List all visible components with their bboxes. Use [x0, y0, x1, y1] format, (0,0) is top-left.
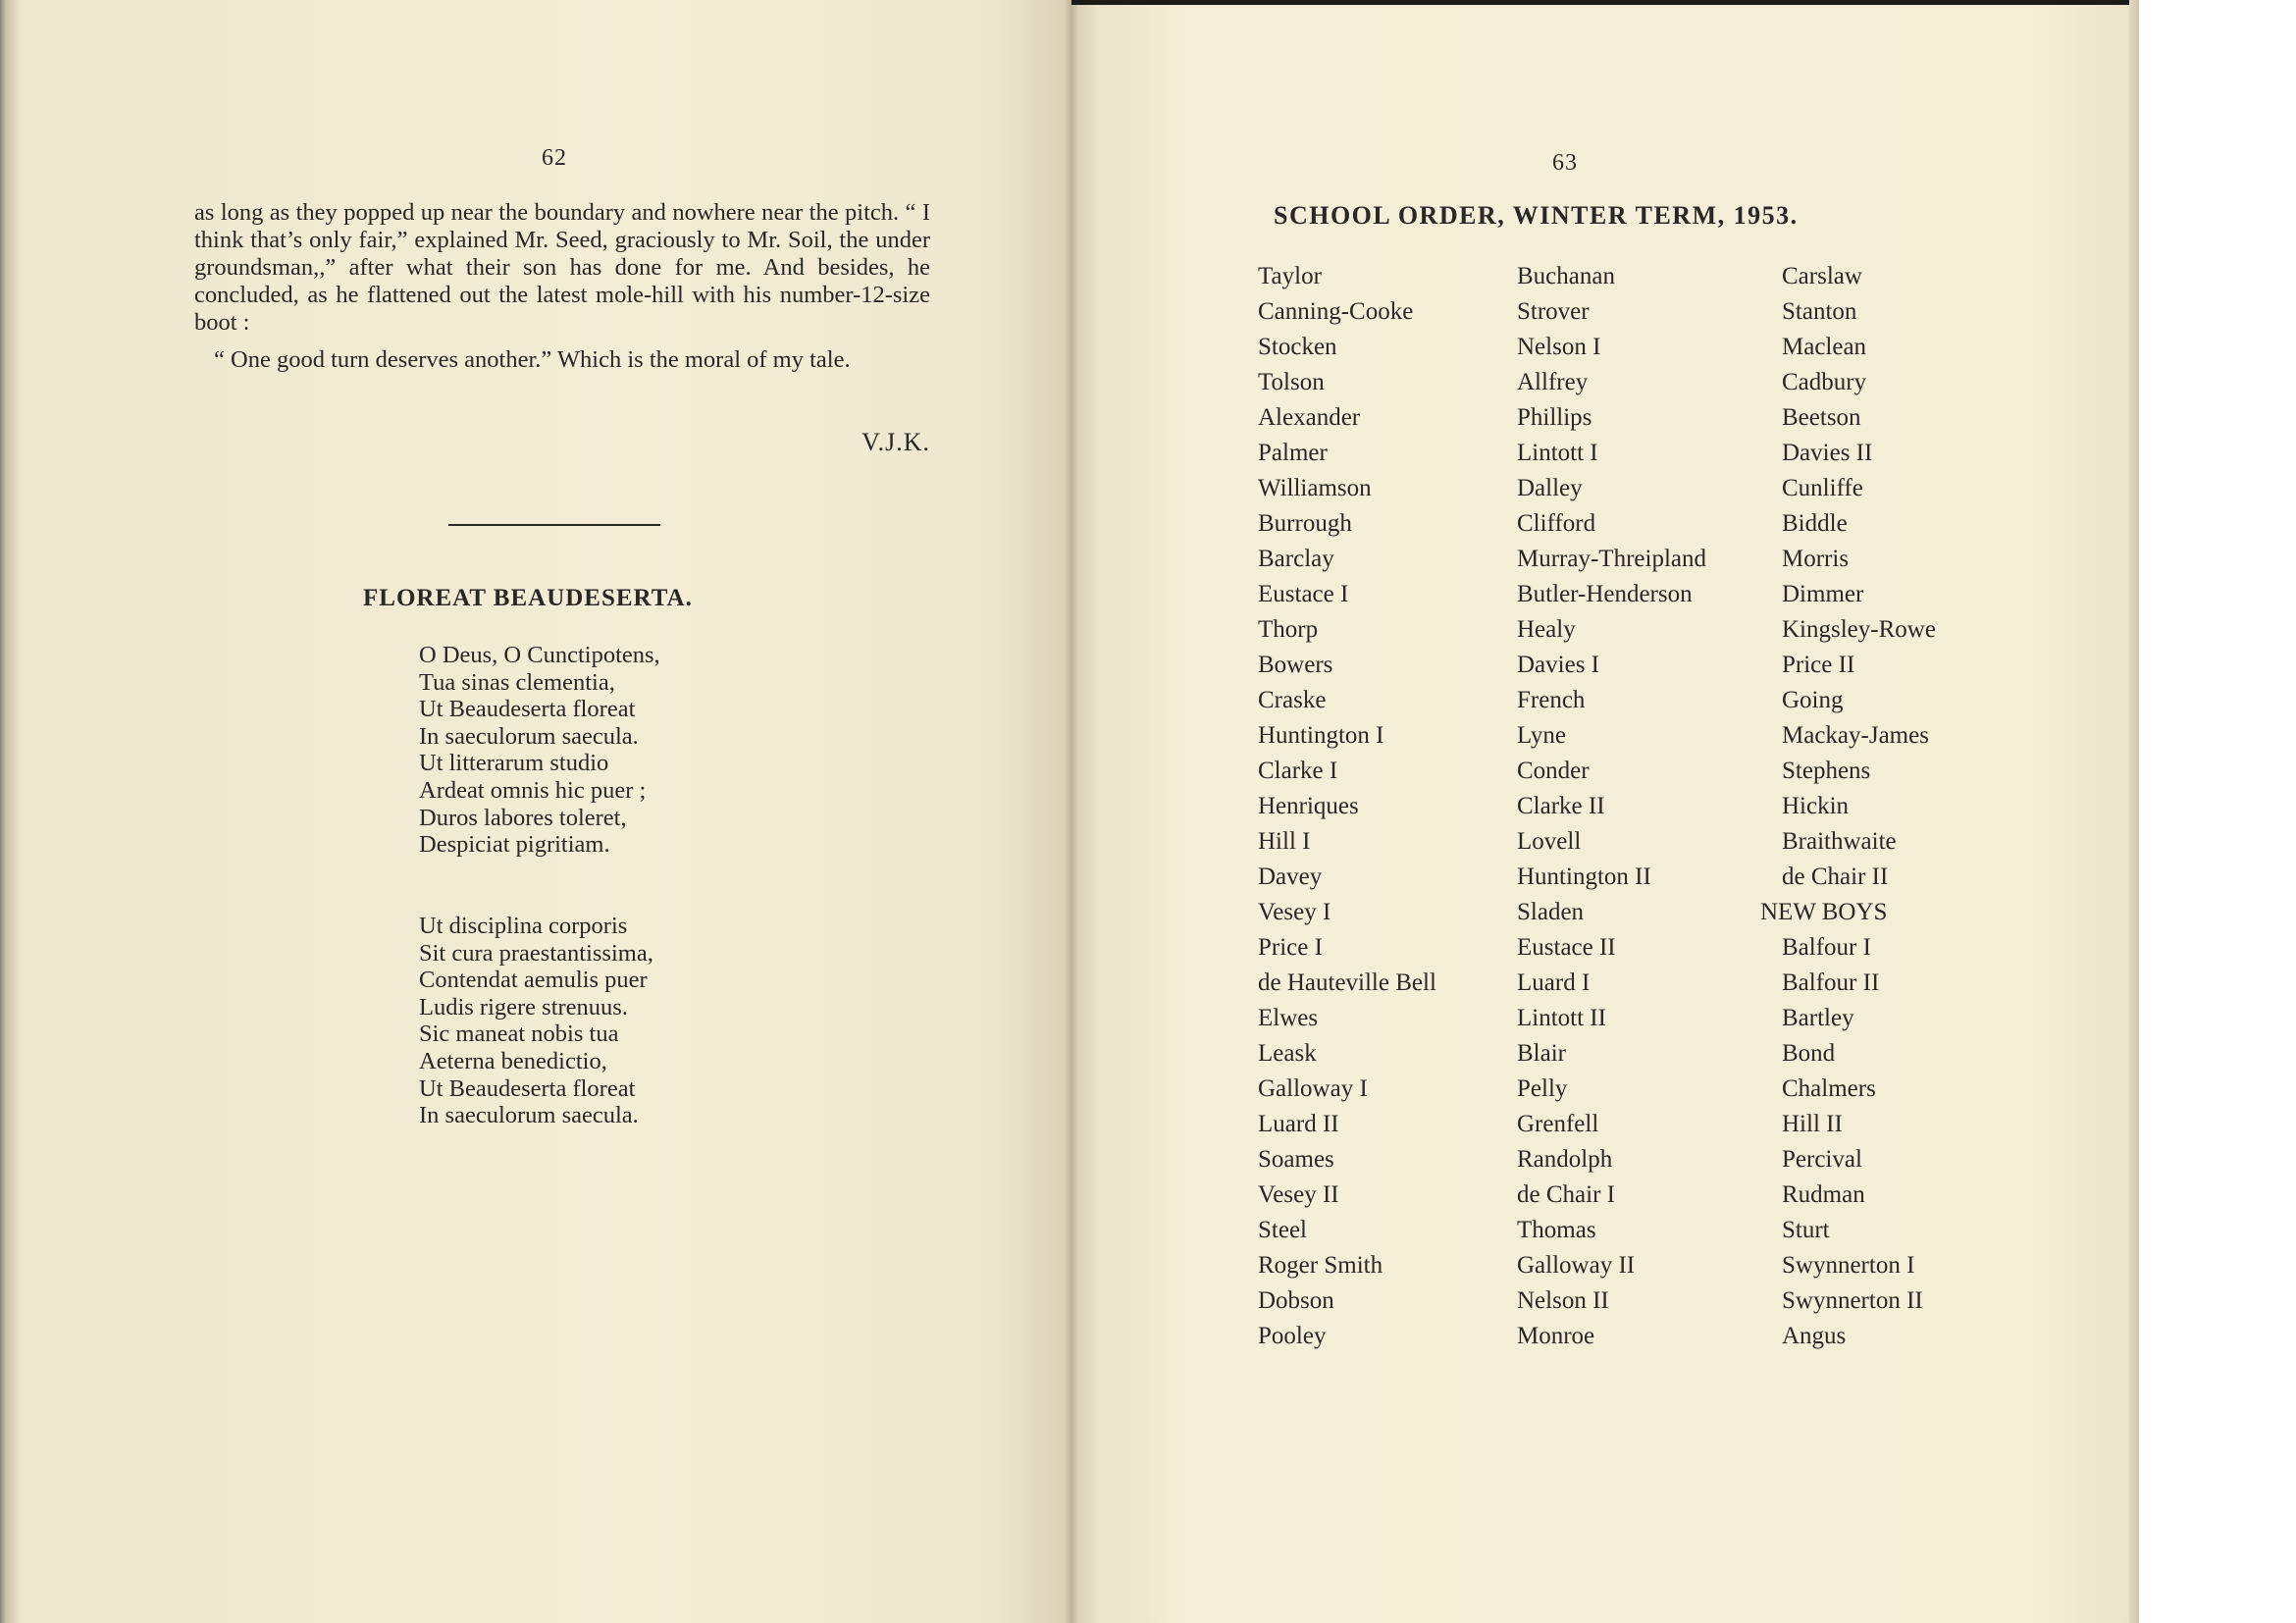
pupil-name: Clarke I — [1258, 758, 1338, 784]
pupil-name: Stephens — [1782, 758, 1871, 784]
pupil-name: Healy — [1517, 616, 1576, 643]
pupil-name: Buchanan — [1517, 263, 1615, 289]
name-column-2 — [1517, 259, 1772, 1354]
pupil-name: Davies I — [1517, 652, 1599, 678]
page-top-edge — [1071, 0, 2139, 5]
pupil-name: Dimmer — [1782, 581, 1864, 607]
pupil-name: Leask — [1258, 1040, 1317, 1067]
pupil-name: Lovell — [1517, 828, 1582, 855]
school-order-title: SCHOOL ORDER, WINTER TERM, 1953. — [1274, 201, 1799, 230]
pupil-name: Hickin — [1782, 793, 1850, 819]
pupil-name: Cunliffe — [1782, 475, 1863, 501]
poem-line: Ardeat omnis hic puer ; — [419, 776, 647, 804]
pupil-name: Roger Smith — [1258, 1252, 1383, 1279]
pupil-name: Lintott I — [1517, 440, 1598, 466]
pupil-name: Cadbury — [1782, 369, 1867, 395]
author-signature: V.J.K. — [861, 428, 930, 456]
poem-line: In saeculorum saecula. — [419, 1102, 639, 1129]
pupil-name: Swynnerton I — [1782, 1252, 1915, 1279]
pupil-name: Maclean — [1782, 334, 1867, 360]
pupil-name: Butler-Henderson — [1517, 581, 1693, 607]
poem-line: Aeterna benedictio, — [419, 1047, 607, 1074]
pupil-name: Barclay — [1258, 546, 1334, 572]
pupil-name: Price I — [1258, 934, 1323, 961]
pupil-name: Vesey II — [1258, 1181, 1339, 1208]
pupil-name: Beetson — [1782, 404, 1861, 431]
poem-line: In saeculorum saecula. — [419, 722, 639, 750]
pupil-name: Dobson — [1258, 1287, 1334, 1314]
name-column-1 — [1258, 259, 1513, 1354]
pupil-name: Balfour I — [1782, 934, 1871, 961]
pupil-name: Clifford — [1517, 510, 1596, 537]
pupil-name: Huntington I — [1258, 722, 1384, 749]
pupil-name: Angus — [1782, 1323, 1847, 1349]
pupil-name: de Hauteville Bell — [1258, 969, 1436, 996]
pupil-name: Bond — [1782, 1040, 1836, 1067]
pupil-name: Thomas — [1517, 1217, 1596, 1243]
pupil-name: Phillips — [1517, 404, 1592, 431]
pupil-name: Percival — [1782, 1146, 1862, 1173]
name-column-3 — [1760, 259, 2037, 1354]
name-list — [1782, 259, 2037, 895]
book-gutter — [1066, 0, 1077, 1623]
pupil-name: Hill II — [1782, 1111, 1843, 1137]
pupil-name: Tolson — [1258, 369, 1325, 395]
pupil-name: Going — [1782, 687, 1844, 713]
pupil-name: Burrough — [1258, 510, 1352, 537]
pupil-name: Monroe — [1517, 1323, 1595, 1349]
poem-line: Duros labores toleret, — [419, 804, 627, 831]
pupil-name: Carslaw — [1782, 263, 1862, 289]
poem-line: Despiciat pigritiam. — [419, 831, 610, 859]
pupil-name: Galloway II — [1517, 1252, 1636, 1279]
poem-line: Ludis rigere strenuus. — [419, 993, 628, 1021]
pupil-name: Mackay-James — [1782, 722, 1929, 749]
poem-line: Ut disciplina corporis — [419, 913, 628, 939]
pupil-name: Biddle — [1782, 510, 1848, 537]
poem-line: Ut Beaudeserta floreat — [419, 1074, 636, 1102]
poem-line: Ut litterarum studio — [419, 750, 609, 777]
pupil-name: Luard II — [1258, 1111, 1339, 1137]
pupil-name: Henriques — [1258, 793, 1359, 819]
pupil-name: French — [1517, 687, 1586, 713]
pupil-name: Sturt — [1782, 1217, 1830, 1243]
poem-line: Sit cura praestantissima, — [419, 939, 653, 967]
pupil-name: Nelson I — [1517, 334, 1601, 360]
pupil-name: Thorp — [1258, 616, 1319, 643]
pupil-name: Morris — [1782, 546, 1850, 572]
poem-stanza-2 — [419, 913, 831, 1129]
pupil-name: Murray-Threipland — [1517, 546, 1706, 572]
poem-line: Sic maneat nobis tua — [419, 1021, 619, 1048]
pupil-name: Craske — [1258, 687, 1327, 713]
pupil-name: Galloway I — [1258, 1075, 1368, 1102]
pupil-name: Swynnerton II — [1782, 1287, 1923, 1314]
pupil-name: Vesey I — [1258, 899, 1331, 925]
prose-paragraph: “ One good turn deserves another.” Which is the moral of my tale. — [214, 346, 851, 373]
pupil-name: Elwes — [1258, 1005, 1319, 1031]
pupil-name: de Chair II — [1782, 864, 1889, 890]
pupil-name: Dalley — [1517, 475, 1583, 501]
pupil-name: Hill I — [1258, 828, 1311, 855]
pupil-name: Eustace I — [1258, 581, 1349, 607]
pupil-name: Balfour II — [1782, 969, 1880, 996]
page-number-left: 62 — [542, 145, 567, 171]
pupil-name: Kingsley-Rowe — [1782, 616, 1936, 643]
pupil-name: Huntington II — [1517, 864, 1651, 890]
pupil-name: de Chair I — [1517, 1181, 1615, 1208]
pupil-name: Sladen — [1517, 899, 1585, 925]
pupil-name: Lyne — [1517, 722, 1566, 749]
pupil-name: Williamson — [1258, 475, 1372, 501]
pupil-name: Canning-Cooke — [1258, 298, 1414, 325]
pupil-name: Braithwaite — [1782, 828, 1897, 855]
pupil-name: Pelly — [1517, 1075, 1568, 1102]
pupil-name: Chalmers — [1782, 1075, 1876, 1102]
pupil-name: Rudman — [1782, 1181, 1865, 1208]
pupil-name: Davies II — [1782, 440, 1873, 466]
prose-paragraph: as long as they popped up near the boundary and nowhere near the pitch. “ I think that’s only fair,” explained Mr. Seed, graciously to Mr. Soil, the under groundsman,,” after what their son has done for me. And besides, he concluded, as he flattened out the latest mole-hill with his number-12-size boot : — [194, 199, 930, 336]
pupil-name: Strover — [1517, 298, 1590, 325]
poem-title: FLOREAT BEAUDESERTA. — [363, 585, 693, 611]
pupil-name: Allfrey — [1517, 369, 1589, 395]
poem-line: Tua sinas clementia, — [419, 668, 615, 696]
new-boys-heading: NEW BOYS — [1760, 899, 1888, 925]
pupil-name: Price II — [1782, 652, 1855, 678]
pupil-name: Clarke II — [1517, 793, 1605, 819]
story-ending — [194, 199, 930, 374]
pupil-name: Stanton — [1782, 298, 1857, 325]
pupil-name: Grenfell — [1517, 1111, 1599, 1137]
pupil-name: Steel — [1258, 1217, 1307, 1243]
page-number-right: 63 — [1552, 150, 1578, 176]
pupil-name: Palmer — [1258, 440, 1328, 466]
new-boys-list — [1782, 930, 2037, 1354]
pupil-name: Nelson II — [1517, 1287, 1609, 1314]
pupil-name: Conder — [1517, 758, 1590, 784]
poem-line: Ut Beaudeserta floreat — [419, 696, 636, 723]
pupil-name: Luard I — [1517, 969, 1591, 996]
pupil-name: Soames — [1258, 1146, 1334, 1173]
pupil-name: Bowers — [1258, 652, 1333, 678]
page-right-edge — [2129, 0, 2139, 1623]
poem-line: O Deus, O Cunctipotens, — [419, 642, 660, 668]
pupil-name: Eustace II — [1517, 934, 1616, 961]
pupil-name: Randolph — [1517, 1146, 1613, 1173]
pupil-name: Lintott II — [1517, 1005, 1606, 1031]
pupil-name: Taylor — [1258, 263, 1322, 289]
poem-stanza-1 — [419, 642, 831, 859]
pupil-name: Alexander — [1258, 404, 1361, 431]
pupil-name: Stocken — [1258, 334, 1337, 360]
poem-line: Contendat aemulis puer — [419, 967, 648, 994]
pupil-name: Pooley — [1258, 1323, 1327, 1349]
pupil-name: Bartley — [1782, 1005, 1854, 1031]
section-divider — [448, 524, 660, 526]
pupil-name: Davey — [1258, 864, 1323, 890]
pupil-name: Blair — [1517, 1040, 1566, 1067]
